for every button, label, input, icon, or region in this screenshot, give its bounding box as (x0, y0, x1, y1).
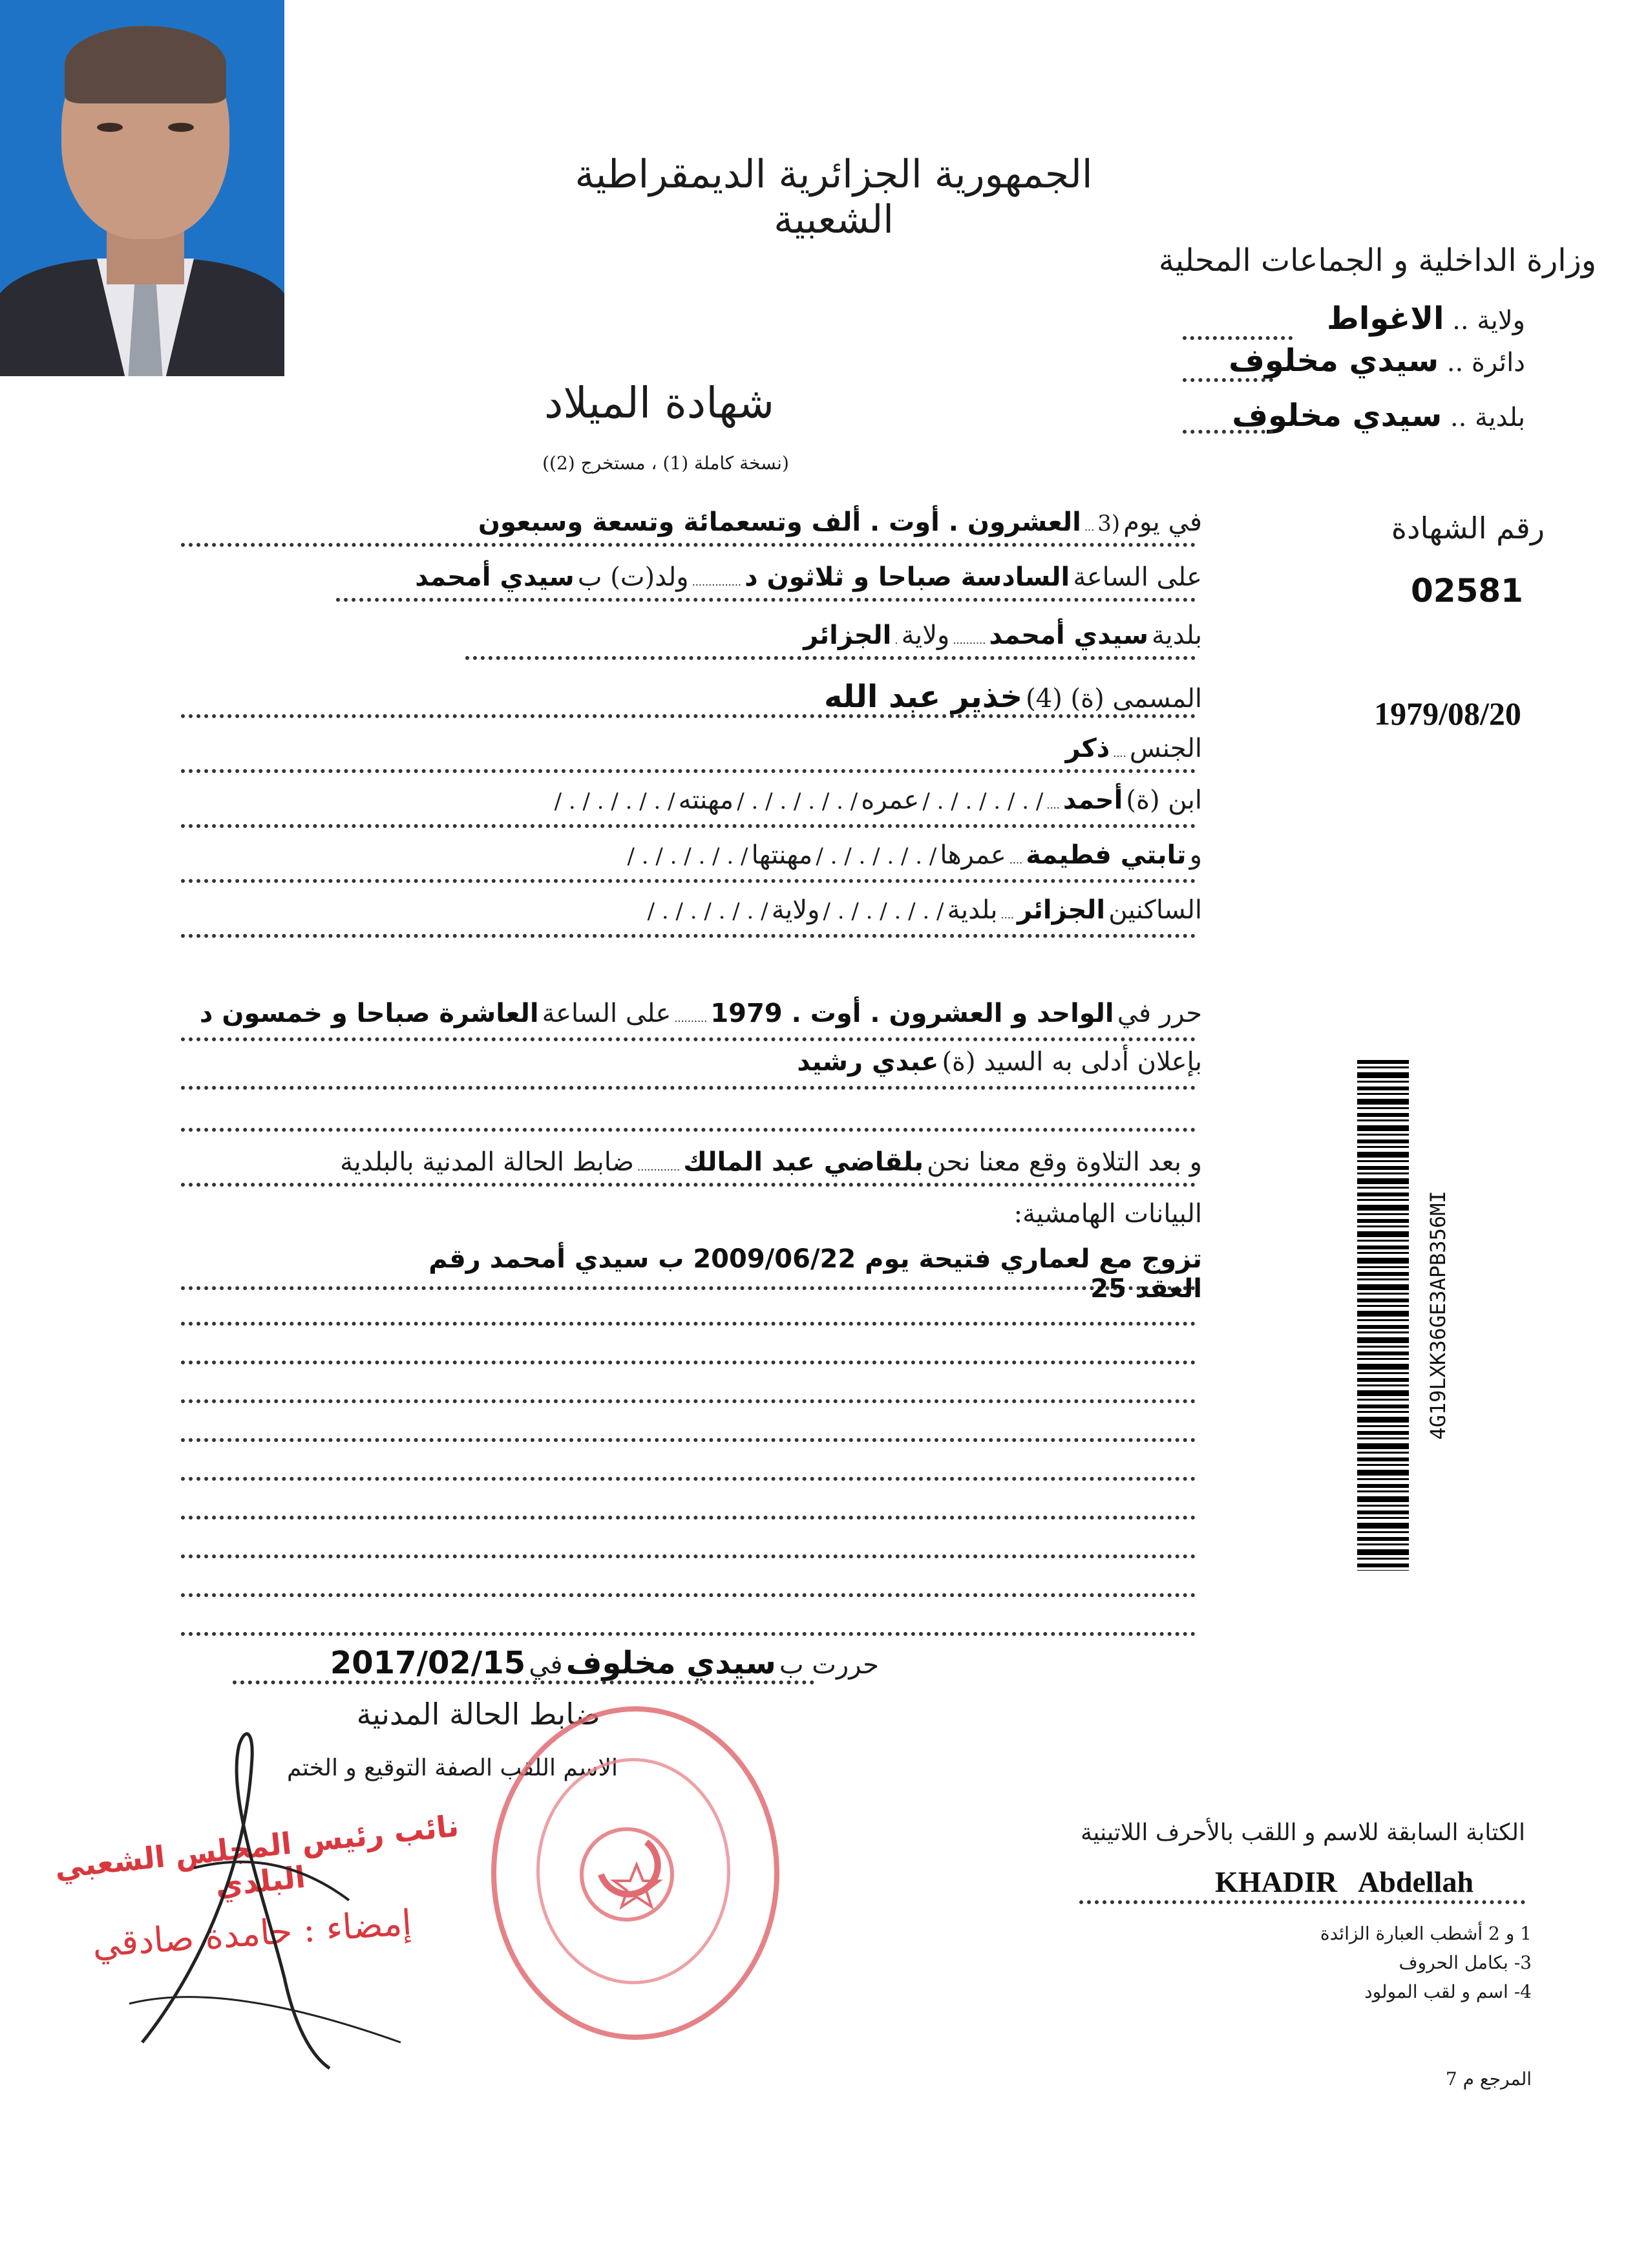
marginal-label: البيانات الهامشية: (1013, 1199, 1202, 1229)
municipality-line: بلدية سيدي أمحمد .......... ولاية . الجزائر (803, 620, 1202, 650)
republic-title: الجمهورية الجزائرية الديمقراطية الشعبية (575, 152, 1093, 242)
note-4: 4- اسم و لقب المولود (1364, 1981, 1532, 2002)
residence-line: الساكنين الجزائر .... بلدية / . / . / . / . / ولاية / . / . / . / . / (647, 895, 1202, 925)
drafted-line: حرر في الواحد و العشرون . أوت . 1979 .......... على الساعة العاشرة صباحا و خمسون د (199, 999, 1202, 1028)
official-seal-inner (536, 1758, 730, 1984)
deputy-title-stamp: نائب رئيس المجلس الشعبي البلدي (53, 1808, 461, 1903)
note-3: 3- بكامل الحروف (1399, 1952, 1532, 1973)
barcode (1357, 1060, 1409, 1571)
sex-line: الجنس .... ذكر (1065, 734, 1202, 763)
document-subtitle: (نسخة كاملة (1) ، مستخرج (2)) (542, 452, 789, 474)
name-line: المسمى (ة) (4) خذير عبد الله (824, 679, 1202, 715)
marginal-notes: تزوج مع لعماري فتيحة يوم 2009/06/22 ب سيدي أمحمد رقم العقد 25 (428, 1244, 1202, 1304)
latin-name: KHADIR Abdellah (1215, 1865, 1474, 1898)
baladia-line: بلدية .. سيدي مخلوف (1232, 397, 1525, 434)
day-line: في يوم (3 ... العشرون . أوت . ألف وتسعمائة وتسعة وسبعون (478, 507, 1202, 537)
issued-line: حررت ب سيدي مخلوف في 2017/02/15 (330, 1645, 879, 1681)
latin-caption: الكتابة السابقة للاسم و اللقب بالأحرف اللاتينية (1081, 1819, 1525, 1846)
certificate-number-label: رقم الشهادة (1391, 511, 1545, 546)
ministry-title: وزارة الداخلية و الجماعات المحلية (1158, 242, 1596, 279)
document-title: شهادة الميلاد (544, 378, 775, 428)
signature-caption: الاسم اللقب الصفة التوقيع و الختم (286, 1755, 618, 1781)
barcode-number: 4G19LXK36GE3APB356MI (1426, 1191, 1450, 1440)
time-line: على الساعة السادسة صباحا و ثلاثون د ............... ولد(ت) ب سيدي أمحمد (415, 562, 1202, 592)
declarant-line: بإعلان أدلى به السيد (ة) عبدي رشيد (797, 1047, 1202, 1077)
reference-form: المرجع م 7 (1445, 2068, 1532, 2090)
officer-line: و بعد التلاوة وقع معنا نحن بلقاضي عبد المالك ............. ضابط الحالة المدنية بالبلدية (340, 1147, 1202, 1177)
handwritten-signature (116, 1706, 452, 2081)
mother-line: و تابتي فطيمة .... عمرها / . / . / . / . / مهنتها / . / . / . / . / (627, 840, 1202, 870)
daira-line: دائرة .. سيدي مخلوف (1229, 343, 1525, 379)
certificate-number: 02581 (1411, 572, 1523, 609)
officer-title: ضابط الحالة المدنية (356, 1697, 600, 1732)
signature-stamp: إمضاء : حامدة صادقي (90, 1902, 414, 1966)
father-line: ابن (ة) أحمد .... / . / . / . / . / عمره / . / . / . / . / مهنته / . / . / . / . / (554, 785, 1202, 815)
id-photo (0, 0, 284, 376)
wilaya-line: ولاية .. الاغواط (1327, 301, 1525, 337)
birth-date: 1979/08/20 (1374, 695, 1521, 732)
note-1: 1 و 2 أشطب العبارة الزائدة (1320, 1923, 1532, 1944)
